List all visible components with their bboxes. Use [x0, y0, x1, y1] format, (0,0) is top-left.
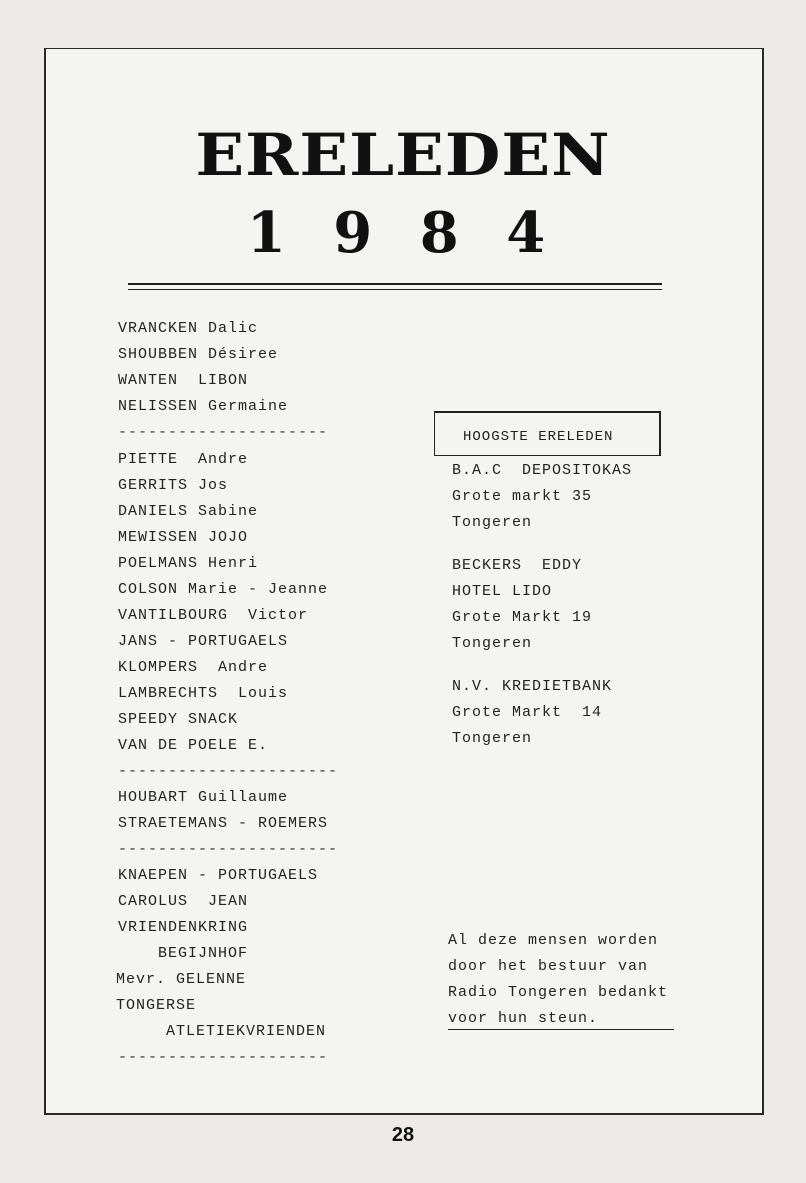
member-line: SHOUBBEN Désiree: [118, 346, 279, 363]
member-line: VANTILBOURG Victor: [118, 607, 309, 624]
member-line: DANIELS Sabine: [118, 503, 259, 520]
member-line: WANTEN LIBON: [118, 372, 249, 389]
separator: ---------------------: [118, 424, 329, 441]
member-line: KNAEPEN - PORTUGAELS: [118, 867, 319, 884]
sponsor-line: Tongeren: [452, 514, 533, 531]
member-line: Mevr. GELENNE: [116, 971, 247, 988]
sponsor-line: Tongeren: [452, 730, 533, 747]
member-line: JANS - PORTUGAELS: [118, 633, 289, 650]
member-line: HOUBART Guillaume: [118, 789, 289, 806]
member-line: KLOMPERS Andre: [118, 659, 269, 676]
top-members-heading: HOOGSTE ERELEDEN: [463, 429, 614, 445]
member-line: MEWISSEN JOJO: [118, 529, 249, 546]
sponsor-line: B.A.C DEPOSITOKAS: [452, 462, 633, 479]
member-line: SPEEDY SNACK: [118, 711, 239, 728]
sponsor-line: BECKERS EDDY: [452, 557, 583, 574]
separator: ---------------------: [118, 1049, 329, 1066]
thanks-underline: [448, 1029, 674, 1030]
sponsor-line: HOTEL LIDO: [452, 583, 553, 600]
member-line: POELMANS Henri: [118, 555, 259, 572]
page-year: 1 9 8 4: [246, 200, 560, 266]
thanks-line: door het bestuur van: [448, 958, 649, 975]
member-line: ATLETIEKVRIENDEN: [116, 1023, 327, 1040]
sponsor-line: N.V. KREDIETBANK: [452, 678, 613, 695]
member-line: CAROLUS JEAN: [118, 893, 249, 910]
sponsor-line: Grote Markt 19: [452, 609, 593, 626]
title-rule-thick: [128, 283, 662, 285]
member-line: GERRITS Jos: [118, 477, 229, 494]
thanks-line: Radio Tongeren bedankt: [448, 984, 669, 1001]
member-line: VRANCKEN Dalic: [118, 320, 259, 337]
page-title: ERELEDEN: [195, 121, 611, 190]
member-line: LAMBRECHTS Louis: [118, 685, 289, 702]
separator: ----------------------: [118, 763, 339, 780]
top-members-heading-box: [434, 411, 661, 456]
member-line: PIETTE Andre: [118, 451, 249, 468]
member-line: VRIENDENKRING: [118, 919, 249, 936]
sponsor-line: Grote Markt 14: [452, 704, 603, 721]
member-line: BEGIJNHOF: [118, 945, 249, 962]
sponsor-line: Tongeren: [452, 635, 533, 652]
page-number: 28: [391, 1124, 415, 1146]
thanks-line: voor hun steun.: [448, 1010, 599, 1027]
member-line: COLSON Marie - Jeanne: [118, 581, 329, 598]
member-line: TONGERSE: [116, 997, 197, 1014]
separator: ----------------------: [118, 841, 339, 858]
member-line: NELISSEN Germaine: [118, 398, 289, 415]
sponsor-line: Grote markt 35: [452, 488, 593, 505]
member-line: VAN DE POELE E.: [118, 737, 269, 754]
member-line: STRAETEMANS - ROEMERS: [118, 815, 329, 832]
thanks-line: Al deze mensen worden: [448, 932, 659, 949]
title-rule-thin: [128, 289, 662, 290]
